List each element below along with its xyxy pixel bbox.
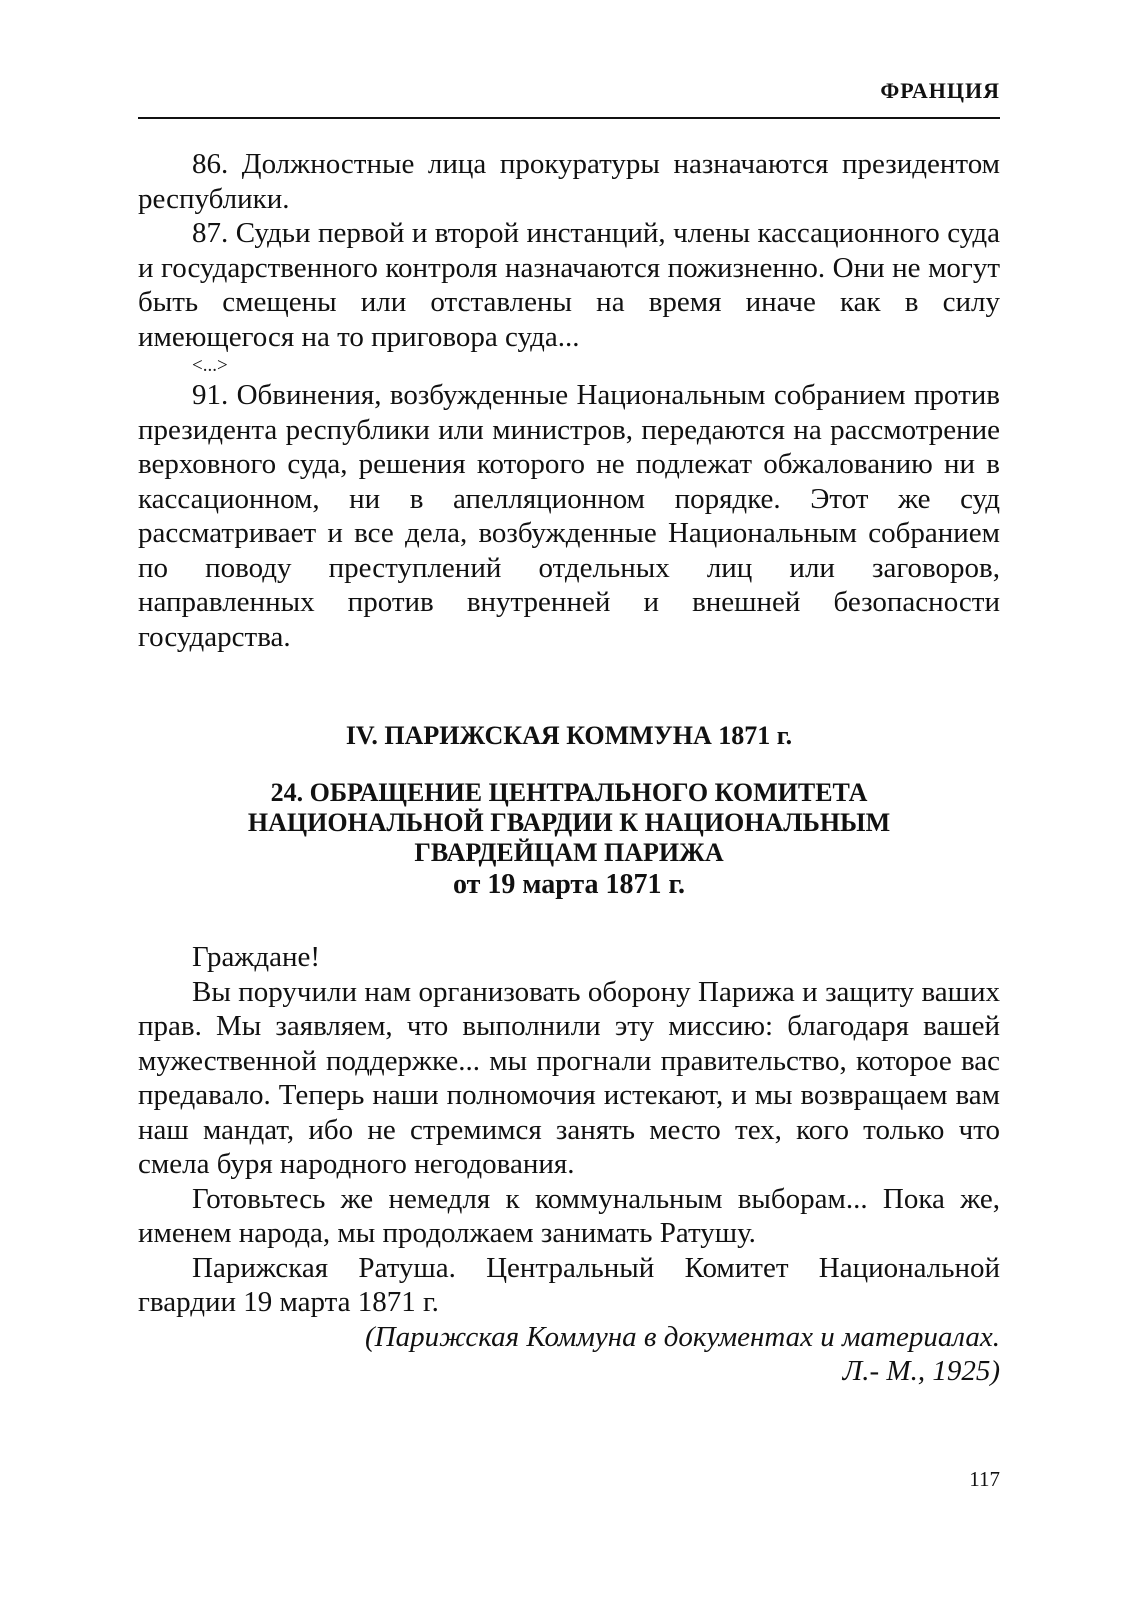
body-paragraph: Готовьтесь же немедля к коммунальным выборам... Пока же, именем народа, мы продолжаем занимать Ратушу. [138, 1182, 1000, 1249]
running-header-title: ФРАНЦИЯ [880, 78, 1000, 103]
document-title [138, 778, 1000, 868]
source-line: Л.- М., 1925) [842, 1355, 1000, 1387]
document-title-line: 24. ОБРАЩЕНИЕ ЦЕНТРАЛЬНОГО КОМИТЕТА [270, 778, 868, 807]
source-citation [138, 1320, 1000, 1389]
body-paragraph: Вы поручили нам организовать оборону Парижа и защиту ваших прав. Мы заявляем, что выполнили эту миссию: благодаря вашей мужественной поддержке... мы прогнали правительство, которое вас предавало. Теперь наши полномочия истекают, и мы возвращаем вам наш мандат, ибо не стремимся занять место тех, кого только что смела буря народного негодования. [138, 975, 1000, 1180]
source-line: (Парижская Коммуна в документах и материалах. [365, 1320, 1000, 1353]
document-date: от 19 марта 1871 г. [452, 869, 686, 900]
document-title-line: ГВАРДЕЙЦАМ ПАРИЖА [414, 838, 724, 867]
page-content [138, 147, 1000, 1389]
omission-marker: <...> [192, 355, 228, 376]
document-title-line: НАЦИОНАЛЬНОЙ ГВАРДИИ К НАЦИОНАЛЬНЫМ [247, 808, 891, 837]
article-86: 86. Должностные лица прокуратуры назначаются президентом республики. [138, 148, 1000, 215]
signature-paragraph: Парижская Ратуша. Центральный Комитет Национальной гвардии 19 марта 1871 г. [138, 1251, 1000, 1318]
article-87: 87. Судьи первой и второй инстанций, члены кассационного суда и государственного контроля назначаются пожизненно. Они не могут быть смещены или отставлены на время иначе как в силу имеющегося на то приговора суда... [138, 217, 1000, 353]
section-title: IV. ПАРИЖСКАЯ КОММУНА 1871 г. [345, 721, 793, 750]
article-91: 91. Обвинения, возбужденные Национальным собранием против президента республики или министров, передаются на рассмотрение верховного суда, решения которого не подлежат обжалованию ни в кассационном, ни в апелляционном порядке. Этот же суд рассматривает и все дела, возбужденные Национальным собранием по поводу преступлений отдельных лиц или заговоров, направленных против внутренней и внешней безопасности государства. [138, 379, 1000, 653]
salutation: Граждане! [192, 941, 321, 973]
header-rule [138, 117, 1000, 119]
page-number: 117 [969, 1467, 1000, 1491]
